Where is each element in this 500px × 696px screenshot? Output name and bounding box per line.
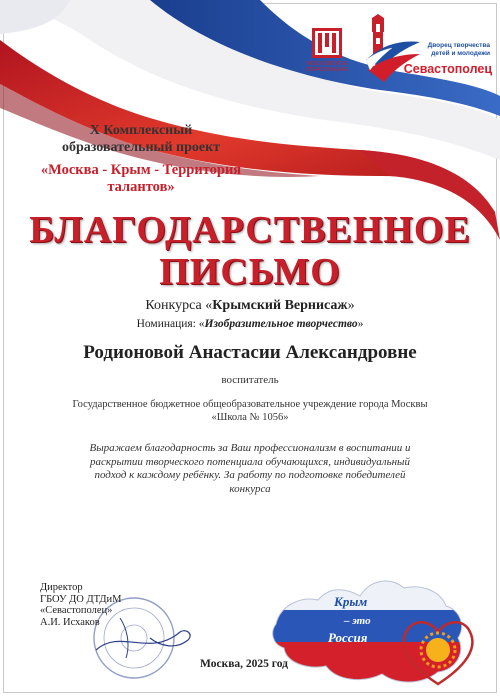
m-logo-icon	[312, 28, 342, 58]
palace-name: Севастополец	[403, 62, 492, 76]
project-line1: X Комплексный	[89, 123, 193, 138]
crimea-map-badge	[270, 566, 490, 690]
contest-line: Конкурса «Крымский Вернисаж»	[145, 298, 355, 313]
project-name: «Москва - Крым - Территория талантов»	[40, 162, 242, 195]
nomination-line: Номинация: «Изобразительное творчество»	[136, 318, 364, 330]
moscow-education-logo	[304, 28, 350, 73]
title-line1: БЛАГОДАРСТВЕННОЕ	[29, 209, 471, 251]
gratitude-text: Выражаем благодарность за Ваш профессионализм в воспитании и раскрытии творческого потенциала обучающихся, индивидуальный подход к каждому ребёнку. За работу по подготовке победителей конкурса	[89, 442, 411, 495]
organization: Государственное бюджетное общеобразовательное учреждение города Москвы «Школа № 1056»	[72, 399, 428, 423]
signer-org: ГБОУ ДО ДТДиМ	[40, 593, 122, 605]
signer-block: Директор ГБОУ ДО ДТДиМ «Севастополец» А.И. Исхаков	[40, 582, 180, 628]
sevastopolets-logo	[362, 14, 492, 92]
project-line2: образовательный проект	[61, 140, 221, 155]
city-year: Москва, 2025 год	[200, 658, 288, 670]
crimea-badge-line3: Россия	[328, 630, 368, 645]
crimea-badge-line1: Крым	[334, 594, 368, 609]
project-heading	[6, 122, 276, 196]
crimea-badge-line2: – это	[344, 615, 371, 627]
title-line2: ПИСЬМО	[159, 251, 341, 293]
contest-name: Крымский Вернисаж	[212, 298, 348, 313]
moscow-education-caption: МОСКОВСКОЕ ОБРАЗОВАНИЕ	[305, 61, 349, 73]
signer-name: А.И. Исхаков	[40, 616, 100, 628]
recipient-name: Родионовой Анастасии Александровне	[83, 342, 417, 363]
signer-position: Директор	[40, 582, 83, 593]
nomination-name: Изобразительное творчество	[204, 318, 358, 330]
recipient-role: воспитатель	[221, 374, 279, 386]
palace-caption: Дворец творчества детей и молодежи	[427, 42, 490, 57]
